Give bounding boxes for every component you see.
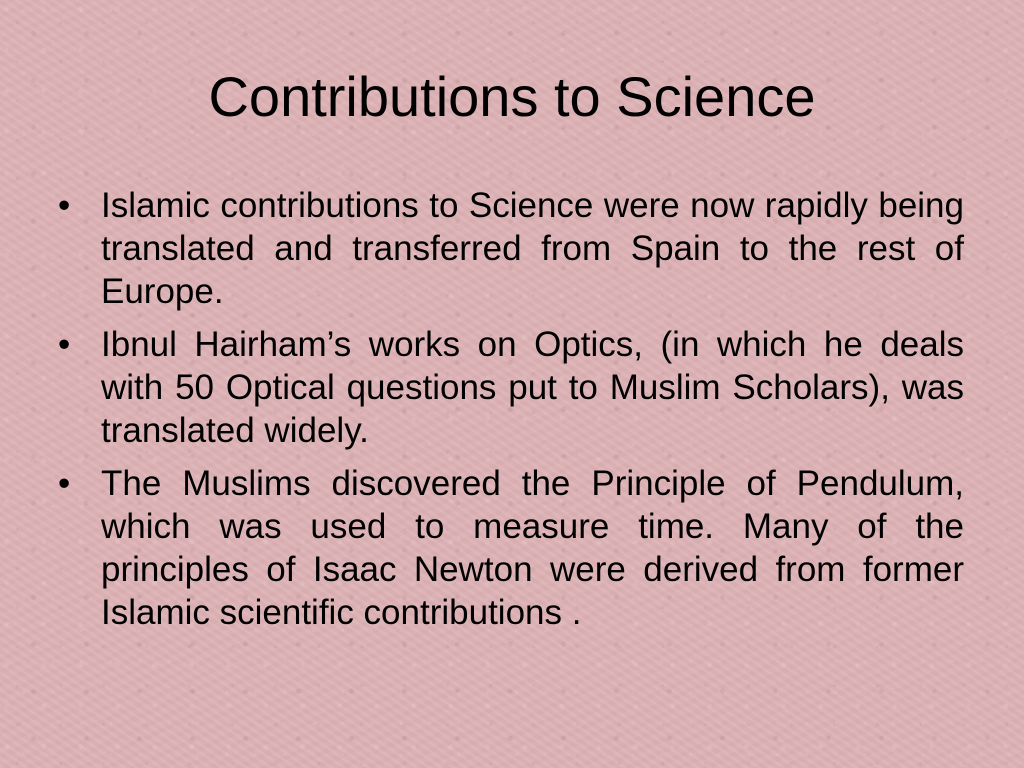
slide-title: Contributions to Science [208, 65, 816, 128]
bullet-text: Islamic contributions to Science were now rapidly being translated and transferred from Spain to the rest of Europe. [101, 186, 964, 311]
bullet-dot-icon: • [58, 464, 71, 503]
bullet-text: The Muslims discovered the Principle of Pendulum, which was used to measure time. Many of the principles of Isaac Newton were derived from former Islamic scientific contributions . [101, 464, 964, 632]
bullet-dot-icon: • [58, 325, 71, 364]
bullet-list [58, 184, 964, 644]
bullet-item [58, 462, 964, 634]
bullet-item [58, 323, 964, 452]
bullet-item [58, 184, 964, 313]
bullet-text: Ibnul Hairham’s works on Optics, (in which he deals with 50 Optical questions put to Muslim Scholars), was translated widely. [101, 325, 964, 450]
bullet-dot-icon: • [58, 186, 71, 225]
